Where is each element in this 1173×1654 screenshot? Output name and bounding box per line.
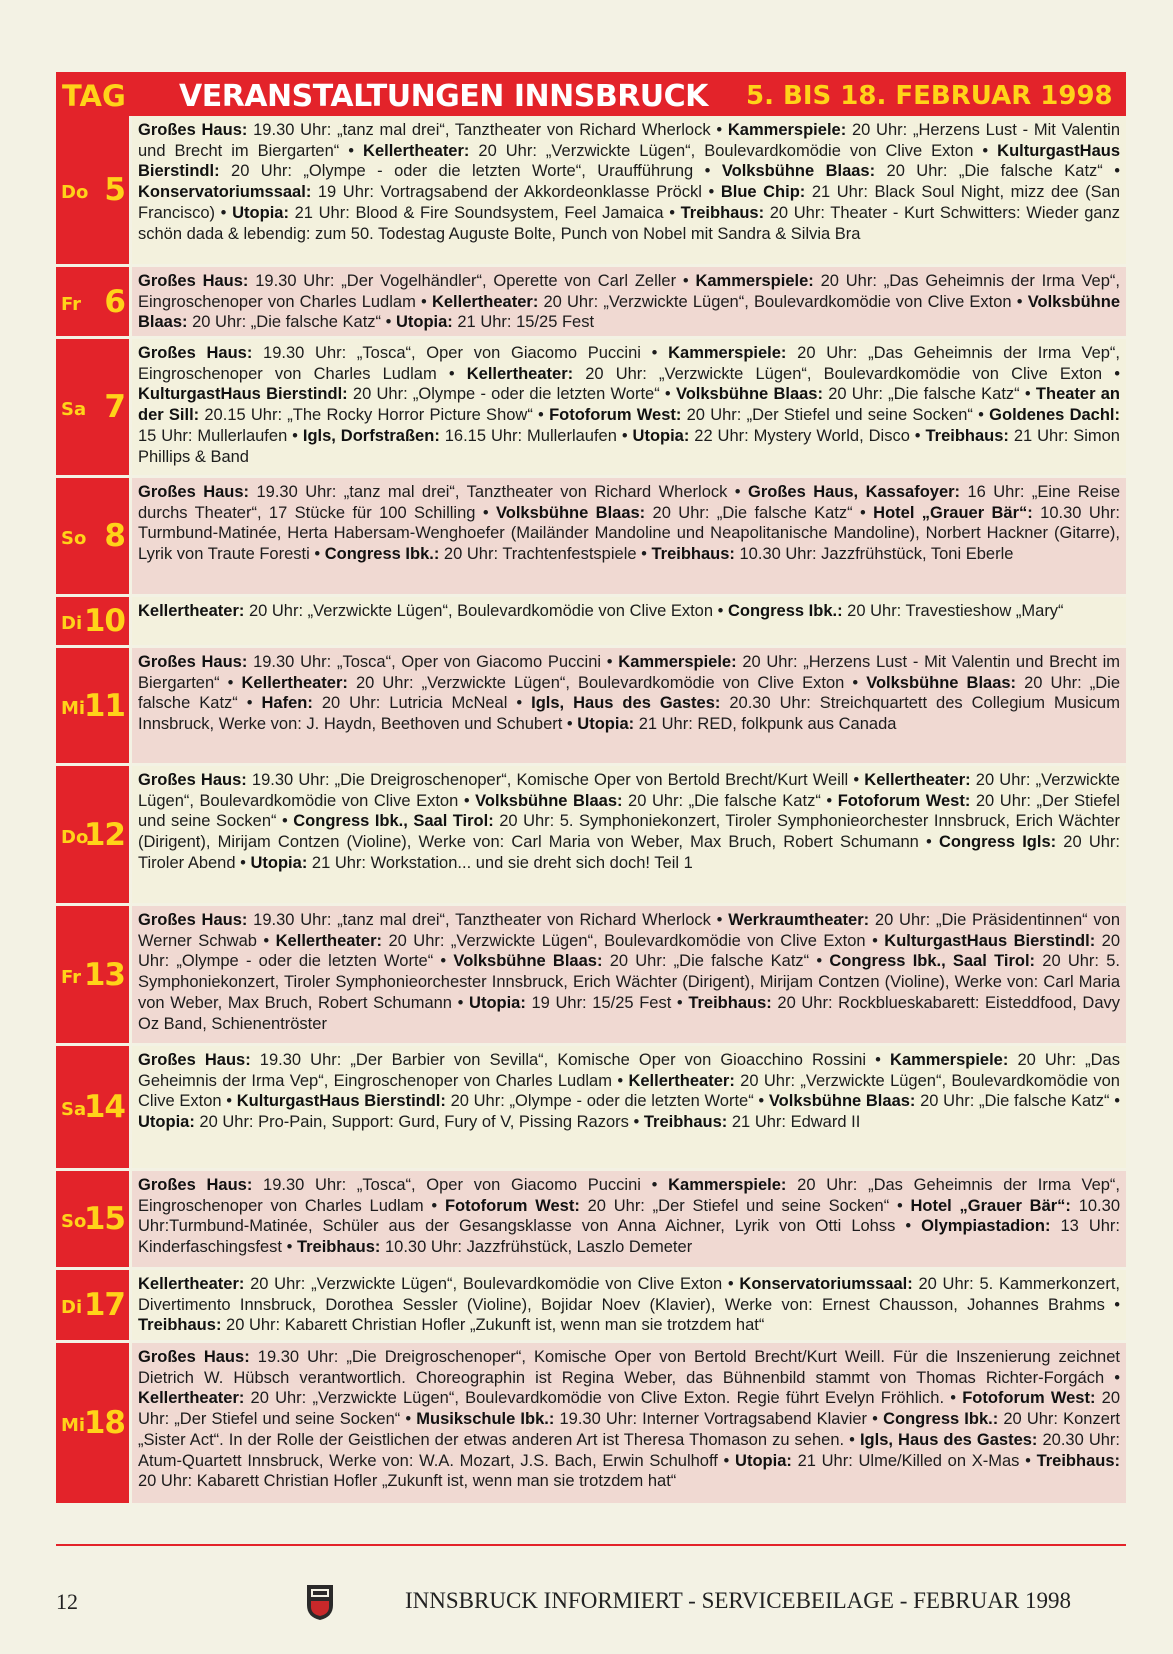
event-details: 20 Uhr: „Der Stiefel und seine Socken“ • [138, 791, 1120, 831]
day-events-text [132, 1171, 1126, 1267]
weekday-label: Sa [61, 1099, 87, 1120]
weekday-label: Di [61, 613, 83, 634]
day-number: 8 [104, 518, 125, 554]
day-row [56, 339, 1126, 478]
venue-name: Kellertheater: [138, 602, 245, 620]
venue-name: KulturgastHaus Bierstindl: [138, 141, 1121, 181]
venue-name: Konservatoriumssaal: [739, 1275, 913, 1293]
day-label-cell [56, 906, 132, 1043]
event-details: 20 Uhr: „Verzwickte Lügen“, Boulevardkomödie von Clive Exton. Regie führt Evelyn Fröhlich. • [244, 1389, 963, 1408]
venue-name: Großes Haus: [138, 1051, 251, 1069]
venue-name: Volksbühne Blaas: [721, 162, 876, 181]
venue-name: Congress Ibk., Saal Tirol: [293, 812, 494, 831]
weekday-label: Sa [61, 399, 87, 420]
event-table [56, 116, 1126, 1506]
venue-name: Werkraumtheater: [728, 911, 870, 929]
day-label-cell [56, 267, 132, 336]
venue-name: Volksbühne Blaas: [475, 791, 623, 810]
venue-name: Utopia: [577, 715, 635, 734]
venue-name: KulturgastHaus Bierstindl: [236, 1092, 446, 1111]
event-details: 16 Uhr: „Eine Reise durchs Theater“, 17 Stücke für 100 Schilling • [138, 483, 1120, 522]
event-details: 19.30 Uhr: „Der Vogelhändler“, Operette von Carl Zeller • [248, 272, 696, 290]
event-details: 20 Uhr: „Verzwickte Lügen“, Boulevardkomödie von Clive Exton • [138, 771, 1120, 810]
event-details: 19.30 Uhr: „Die Dreigroschenoper“, Komische Oper von Bertold Brecht/Kurt Weill. Für die Inszenierung zeichnet Dietrich W. Hübsch verantwortlich. Choreographin ist Regina Weber, das Bühnenbild stammt von Thomas Richter-Forgách • [138, 1348, 1120, 1387]
venue-name: Großes Haus: [138, 1176, 253, 1194]
venue-name: Congress Ibk.: [883, 1410, 999, 1429]
day-events-text [132, 906, 1126, 1043]
event-details: 19.30 Uhr: „Der Barbier von Sevilla“, Komische Oper von Gioacchino Rossini • [250, 1051, 891, 1069]
event-details: 20 Uhr: „Der Stiefel und seine Socken“ • [579, 1196, 911, 1215]
event-details: 20 Uhr: 5. Symphoniekonzert, Tiroler Symphonieorchester Innsbruck, Erich Wächter (Dirigent), Mirijam Contzen (Violine), Werke von: Carl Maria von Weber, Max Bruch, Robert Schumann • [138, 952, 1120, 1012]
day-number: 10 [83, 603, 125, 639]
venue-name: Congress Ibk., Saal Tirol: [829, 952, 1036, 971]
day-events-text [132, 597, 1126, 645]
venue-name: Hotel „Grauer Bär“: [910, 1196, 1071, 1215]
venue-name: Treibhaus: [296, 1238, 381, 1257]
event-details: 19.30 Uhr: Interner Vortragsabend Klavier • [554, 1410, 884, 1429]
event-details: 20 Uhr: „Die falsche Katz“ • [822, 385, 1036, 404]
venue-name: Fotoforum West: [837, 791, 971, 810]
venue-name: Kammerspiele: [890, 1051, 1009, 1069]
day-label-cell [56, 339, 132, 475]
day-label-cell [56, 1270, 132, 1340]
weekday-label: So [61, 528, 87, 549]
event-details: 20 Uhr: „Verzwickte Lügen“, Boulevardkomödie von Clive Exton • [244, 602, 728, 620]
event-details: 20 Uhr: „Die falsche Katz“ • [645, 503, 874, 522]
venue-name: Hotel „Grauer Bär“: [873, 503, 1033, 522]
event-details: 20 Uhr: „Die falsche Katz“ • [602, 952, 830, 971]
event-details: 19.30 Uhr: „Tosca“, Oper von Giacomo Puccini • [247, 653, 619, 671]
day-events-text [132, 339, 1126, 475]
event-details: 20 Uhr: Kabarett Christian Hofler „Zukunft ist, wenn man sie trotzdem hat“ [221, 1316, 765, 1335]
event-details: 20 Uhr: Travestieshow „Mary“ [842, 602, 1064, 620]
day-number: 18 [83, 1405, 125, 1441]
event-details: 20 Uhr: „Das Geheimnis der Irma Vep“, Eingroschenoper von Charles Ludlam • [138, 1176, 1120, 1215]
venue-name: Kammerspiele: [618, 653, 737, 671]
event-details: 20 Uhr: „Verzwickte Lügen“, Boulevardkomödie von Clive Exton • [138, 1071, 1120, 1111]
venue-name: Olympiastadion: [921, 1217, 1051, 1236]
day-number: 11 [83, 687, 125, 724]
venue-name: Kammerspiele: [668, 1176, 787, 1194]
venue-name: Treibhaus: [138, 1316, 222, 1335]
event-details: 20 Uhr: „Die falsche Katz“ • [138, 673, 1121, 713]
day-events-text [132, 648, 1126, 763]
venue-name: Igls, Haus des Gastes: [531, 694, 721, 713]
event-details: 10.30 Uhr: Jazzfrühstück, Toni Eberle [734, 545, 1014, 564]
venue-name: Kammerspiele: [727, 121, 847, 139]
event-details: 20 Uhr: „Verzwickte Lügen“, Boulevardkomödie von Clive Exton • [347, 673, 867, 692]
event-details: 21 Uhr: RED, folkpunk aus Canada [634, 715, 897, 734]
event-details: 19.30 Uhr: „tanz mal drei“, Tanztheater von Richard Wherlock • [247, 121, 728, 139]
day-events-text [132, 1046, 1126, 1168]
day-number: 12 [83, 816, 125, 853]
weekday-label: Do [61, 182, 89, 203]
event-details: 20 Uhr: Trachtenfestspiele • [439, 545, 652, 564]
event-details: 20.15 Uhr: „The Rocky Horror Picture Show“ • [199, 406, 550, 425]
footer-title: INNSBRUCK INFORMIERT - SERVICEBEILAGE - FEBRUAR 1998 [405, 1588, 1071, 1613]
day-label-cell [56, 1171, 132, 1267]
day-events-text [132, 478, 1126, 594]
header-day-label: TAG [62, 79, 126, 113]
venue-name: Volksbühne Blaas: [768, 1092, 916, 1111]
day-label-cell [56, 1343, 132, 1503]
event-details: 19 Uhr: 15/25 Fest • [525, 993, 689, 1012]
venue-name: Treibhaus: [688, 993, 772, 1012]
day-row [56, 648, 1126, 766]
day-label-cell [56, 648, 132, 763]
day-number: 6 [104, 283, 125, 320]
venue-name: Utopia: [395, 313, 453, 332]
day-label-cell [56, 116, 132, 264]
day-label-cell [56, 1046, 132, 1168]
weekday-label: So [61, 1211, 87, 1232]
venue-name: Treibhaus: [651, 545, 735, 564]
venue-name: Kellertheater: [431, 292, 539, 311]
day-events-text [132, 267, 1126, 336]
event-details: 20 Uhr: Pro-Pain, Support: Gurd, Fury of V, Pissing Razors • [194, 1113, 644, 1132]
event-details: 22 Uhr: Mystery World, Disco • [689, 426, 926, 445]
event-details: 20 Uhr: 5. Kammerkonzert, Divertimento Innsbruck, Dorothea Sessler (Violine), Bojidar Noev (Klavier), Werke von: Ernest Chausson, Johannes Brahms • [138, 1275, 1120, 1314]
day-number: 15 [83, 1201, 125, 1237]
venue-name: Großes Haus: [138, 121, 248, 139]
event-details: 20 Uhr: Kabarett Christian Hofler „Zukunft ist, wenn man sie trotzdem hat“ [138, 1472, 677, 1491]
day-number: 17 [83, 1287, 125, 1323]
venue-name: Utopia: [469, 993, 526, 1012]
weekday-label: Do [61, 826, 89, 848]
venue-name: Musikschule Ibk.: [416, 1410, 555, 1429]
event-details: 19.30 Uhr: „Tosca“, Oper von Giacomo Puccini • [252, 344, 669, 362]
weekday-label: Mi [61, 1415, 86, 1436]
venue-name: Kellertheater: [138, 1389, 245, 1408]
event-details: 20 Uhr: „Der Stiefel und seine Socken“ • [681, 406, 990, 425]
day-events-text [132, 1343, 1126, 1503]
venue-name: Kellertheater: [628, 1071, 735, 1090]
event-details: 20 Uhr: Lutricia McNeal • [312, 694, 532, 713]
event-details: 20.30 Uhr: Streichquartett des Collegium Musicum Innsbruck, Werke von: J. Haydn, Beethoven und Schubert • [138, 694, 1120, 734]
event-details: 20 Uhr: „Die falsche Katz“ • [875, 162, 1120, 181]
venue-name: Utopia: [232, 203, 289, 222]
venue-name: Blue Chip: [720, 183, 806, 202]
event-details: 19.30 Uhr: „tanz mal drei“, Tanztheater von Richard Wherlock • [247, 911, 729, 929]
event-details: 21 Uhr: Simon Phillips & Band [138, 426, 1120, 466]
venue-name: Kellertheater: [466, 364, 574, 383]
venue-name: Treibhaus: [680, 203, 765, 222]
venue-name: Großes Haus, Kassafoyer: [748, 483, 961, 501]
day-row [56, 1343, 1126, 1506]
event-details: 21 Uhr: 15/25 Fest [452, 313, 595, 332]
event-details: 20 Uhr: „Herzens Lust - Mit Valentin und Brecht im Biergarten“ • [138, 121, 1120, 160]
day-events-text [132, 116, 1126, 264]
event-details: 16.15 Uhr: Mullerlaufen • [439, 426, 633, 445]
event-details: 21 Uhr: Edward II [727, 1113, 861, 1132]
event-details: 20 Uhr: „Verzwickte Lügen“, Boulevardkomödie von Clive Exton • [538, 292, 1028, 311]
bottom-divider [56, 1544, 1126, 1546]
weekday-label: Fr [61, 966, 82, 988]
venue-name: Kellertheater: [363, 141, 470, 160]
day-events-text [132, 766, 1126, 903]
venue-name: Volksbühne Blaas: [495, 503, 646, 522]
venue-name: Volksbühne Blaas: [138, 292, 1121, 332]
venue-name: Großes Haus: [138, 653, 248, 671]
venue-name: Congress Ibk.: [324, 545, 440, 564]
venue-name: Igls, Dorfstraßen: [302, 426, 440, 445]
venue-name: Volksbühne Blaas: [866, 673, 1017, 692]
event-details: 20 Uhr: „Herzens Lust - Mit Valentin und Brecht im Biergarten“ • [138, 653, 1120, 692]
event-details: 20 Uhr: „Verzwickte Lügen“, Boulevardkomödie von Clive Exton • [244, 1275, 740, 1293]
venue-name: Utopia: [250, 853, 308, 872]
event-details: 15 Uhr: Mullerlaufen • [138, 426, 303, 445]
day-row [56, 766, 1126, 906]
day-number: 7 [104, 389, 125, 425]
event-details: 13 Uhr: Kinderfaschingsfest • [138, 1217, 1121, 1257]
event-details: 20 Uhr: „Verzwickte Lügen“, Boulevardkomödie von Clive Exton • [382, 931, 885, 950]
event-details: 20 Uhr: „Olympe - oder die letzten Worte“, Uraufführung • [219, 162, 722, 181]
day-label-cell [56, 478, 132, 594]
event-details: 10.30 Uhr:Turmbund-Matinée, Schüler aus der Gesangsklasse von Anna Aichner, Lyrik von Otti Lohss • [138, 1196, 1120, 1236]
day-row [56, 1171, 1126, 1270]
venue-name: Kammerspiele: [668, 344, 787, 362]
day-number: 14 [83, 1089, 125, 1125]
day-row [56, 906, 1126, 1046]
day-events-text [132, 1270, 1126, 1340]
event-details: 19.30 Uhr: „Die Dreigroschenoper“, Komische Oper von Bertold Brecht/Kurt Weill • [246, 771, 865, 789]
day-row [56, 478, 1126, 597]
event-details: 20 Uhr: „Die Präsidentinnen“ von Werner Schwab • [138, 911, 1120, 950]
event-details: 20 Uhr: „Das Geheimnis der Irma Vep“, Eingroschenoper von Charles Ludlam • [138, 344, 1120, 383]
venue-name: Congress Igls: [938, 833, 1057, 852]
venue-name: Großes Haus: [138, 771, 247, 789]
event-details: 20 Uhr: „Das Geheimnis der Irma Vep“, Eingroschenoper von Charles Ludlam • [138, 272, 1120, 311]
event-details: 20 Uhr: „Die falsche Katz“ • [622, 791, 838, 810]
venue-name: Kellertheater: [138, 1275, 245, 1293]
event-details: 20 Uhr: Rockblueskabarett: Eisteddfood, Davy Oz Band, Schienentröster [138, 993, 1121, 1033]
event-details: 20 Uhr: „Die falsche Katz“ • [915, 1092, 1120, 1111]
event-details: 21 Uhr: Blood & Fire Soundsystem, Feel Jamaica • [288, 203, 681, 222]
day-row [56, 1270, 1126, 1343]
event-details: 20 Uhr: „Olympe - oder die letzten Worte“ • [347, 385, 676, 404]
venue-name: Utopia: [735, 1451, 792, 1470]
header-date-range: 5. BIS 18. FEBRUAR 1998 [746, 81, 1113, 111]
venue-name: Großes Haus: [138, 1348, 250, 1366]
event-details: 20 Uhr: „Olympe - oder die letzten Worte“ • [445, 1092, 769, 1111]
venue-name: Kellertheater: [864, 771, 971, 789]
weekday-label: Mi [61, 697, 86, 719]
event-details: 20 Uhr: „Olympe - oder die letzten Worte“ • [138, 931, 1120, 971]
venue-name: Goldenes Dachl: [989, 406, 1120, 425]
event-details: 21 Uhr: Black Soul Night, mizz dee (San Francisco) • [138, 183, 1120, 222]
venue-name: Theater an der Sill: [138, 385, 1121, 425]
listing-header [56, 72, 1126, 116]
venue-name: Utopia: [138, 1113, 195, 1132]
event-details: 20 Uhr: „Die falsche Katz“ • [187, 313, 396, 332]
venue-name: Fotoforum West: [549, 406, 682, 425]
venue-name: KulturgastHaus Bierstindl: [138, 385, 348, 404]
event-details: 20 Uhr: „Der Stiefel und seine Socken“ • [138, 1389, 1121, 1429]
venue-name: Großes Haus: [138, 272, 249, 290]
event-details: 20 Uhr: „Verzwickte Lügen“, Boulevardkomödie von Clive Exton • [573, 364, 1120, 383]
day-number: 5 [104, 172, 125, 208]
event-details: 20 Uhr: Tiroler Abend • [138, 833, 1120, 872]
event-details: 20 Uhr: 5. Symphoniekonzert, Tiroler Symphonieorchester Innsbruck, Erich Wächter (Dirigent), Mirijam Contzen (Violine), Werke von: Carl Maria von Weber, Max Bruch, Robert Schumann • [138, 812, 1120, 852]
page-number: 12 [56, 1589, 78, 1614]
event-details: 10.30 Uhr: Jazzfrühstück, Laszlo Demeter [380, 1238, 693, 1257]
day-label-cell [56, 766, 132, 903]
venue-name: Fotoforum West: [444, 1196, 580, 1215]
venue-name: Volksbühne Blaas: [453, 952, 603, 971]
weekday-label: Fr [61, 293, 82, 315]
venue-name: Congress Ibk.: [727, 602, 843, 620]
venue-name: KulturgastHaus Bierstindl: [884, 931, 1096, 950]
venue-name: Kellertheater: [241, 673, 348, 692]
venue-name: Volksbühne Blaas: [675, 385, 823, 404]
city-crest-icon [305, 1583, 335, 1621]
event-details: 19.30 Uhr: „Tosca“, Oper von Giacomo Puccini • [252, 1176, 669, 1194]
event-details: 20 Uhr: Theater - Kurt Schwitters: Wieder ganz schön dada & lebendig: zum 50. Todestag Auguste Bolte, Punch von Nobel mit Sandra & Silvia Bra [138, 203, 1120, 243]
event-details: 20 Uhr: „Das Geheimnis der Irma Vep“, Eingroschenoper von Charles Ludlam • [138, 1051, 1120, 1090]
venue-name: Hafen: [261, 694, 313, 713]
event-details: 20 Uhr: Konzert „Sister Act“. In der Rolle der Geistlichen der etwas anderen Art ist Theresa Thomason zu sehen. • [138, 1410, 1120, 1449]
venue-name: Treibhaus: [1036, 1451, 1121, 1470]
venue-name: Igls, Haus des Gastes: [859, 1430, 1038, 1449]
day-row [56, 267, 1126, 339]
event-details: 19 Uhr: Vortragsabend der Akkordeonklasse Pröckl • [311, 183, 721, 202]
event-details: 10.30 Uhr: Turmbund-Matinée, Herta Habersam-Wenghoefer (Mailänder Mandoline und Neapolitanische Mandoline), Norbert Hackner (Gitarre), Lyrik von Traute Foresti • [138, 503, 1120, 564]
day-label-cell [56, 597, 132, 645]
day-row [56, 116, 1126, 267]
venue-name: Großes Haus: [138, 911, 248, 929]
weekday-label: Di [61, 1297, 83, 1318]
event-details: 20.30 Uhr: Atum-Quartett Innsbruck, Werke von: W.A. Mozart, J.S. Bach, Erwin Schulhoff • [138, 1430, 1120, 1470]
venue-name: Treibhaus: [643, 1113, 728, 1132]
day-row [56, 1046, 1126, 1171]
day-row [56, 597, 1126, 648]
venue-name: Großes Haus: [138, 344, 253, 362]
venue-name: Utopia: [632, 426, 690, 445]
venue-name: Treibhaus: [925, 426, 1009, 445]
event-details: 20 Uhr: „Verzwickte Lügen“, Boulevardkomödie von Clive Exton • [469, 141, 998, 160]
venue-name: Kammerspiele: [695, 272, 814, 290]
day-number: 13 [83, 956, 125, 993]
header-title: VERANSTALTUNGEN INNSBRUCK [179, 79, 708, 114]
venue-name: Kellertheater: [275, 931, 383, 950]
event-details: 21 Uhr: Workstation... und sie dreht sich doch! Teil 1 [307, 853, 693, 872]
venue-name: Konservatoriumssaal: [138, 183, 312, 202]
venue-name: Großes Haus: [138, 483, 250, 501]
event-details: 21 Uhr: Ulme/Killed on X-Mas • [791, 1451, 1037, 1470]
venue-name: Fotoforum West: [962, 1389, 1096, 1408]
event-details: 19.30 Uhr: „tanz mal drei“, Tanztheater von Richard Wherlock • [249, 483, 749, 501]
